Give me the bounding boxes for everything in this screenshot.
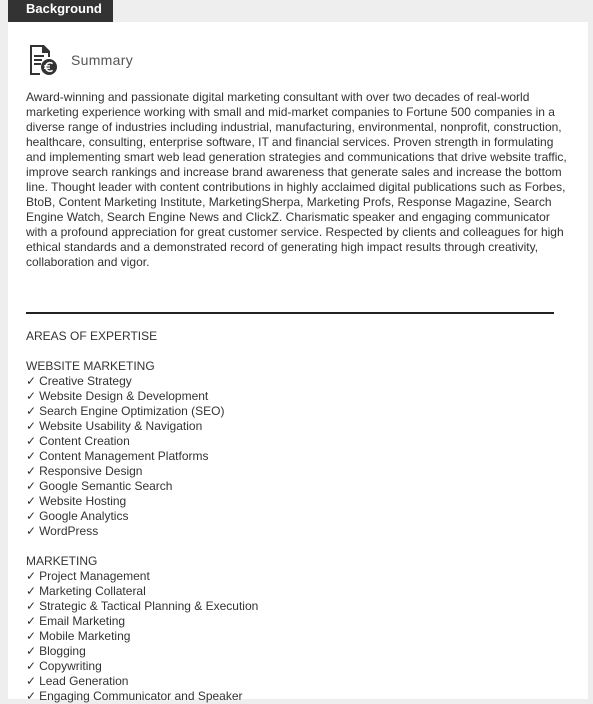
expertise-item [26,419,574,434]
expertise-item-label: Strategic & Tactical Planning & Execution [39,599,259,613]
checkmark-icon: ✓ [26,524,37,538]
summary-header [28,44,133,76]
expertise-item [26,434,574,449]
expertise-item [26,644,574,659]
tab-background[interactable]: Background [8,0,113,22]
background-card [8,22,588,703]
expertise-item [26,659,574,674]
expertise-item [26,389,574,404]
checkmark-icon: ✓ [26,494,37,508]
checkmark-icon: ✓ [26,449,37,463]
summary-text: Award-winning and passionate digital marketing consultant with over two decades of real-world marketing experience working with small and mid-market companies to Fortune 500 companies in a diverse range of industries including industrial, manufacturing, environmental, nonprofit, construction, healthcare, consulting, enterprise software, IT and financial services. Proven strength in formulating and implementing smart web lead generation strategies and communications that drive website traffic, improve search rankings and increase brand awareness that generate sales and increase the bottom line. Thought leader with content contributions in highly acclaimed digital publications such as Forbes, BtoB, Content Marketing Institute, MarketingSherpa, Marketing Profs, Response Magazine, Search Engine Watch, Search Engine News and ClickZ. Charismatic speaker and engaging communicator with a profound appreciation for great customer service. Respected by clients and colleagues for high ethical standards and a demonstrated record of generating high impact results through creativity, collaboration and vigor. [26,90,567,269]
checkmark-icon: ✓ [26,584,37,598]
expertise-item-label: Search Engine Optimization (SEO) [39,404,225,418]
checkmark-icon: ✓ [26,419,37,433]
expertise-item [26,689,574,704]
checkmark-icon: ✓ [26,629,37,643]
expertise-item [26,584,574,599]
expertise-item [26,509,574,524]
checkmark-icon: ✓ [26,569,37,583]
expertise-section-title: MARKETING [26,554,98,568]
expertise-item [26,524,574,539]
checkmark-icon: ✓ [26,509,37,523]
expertise-item [26,404,574,419]
checkmark-icon: ✓ [26,659,37,673]
expertise-item-label: Google Semantic Search [39,479,173,493]
checkmark-icon: ✓ [26,389,37,403]
expertise-item-label: Content Creation [39,434,130,448]
expertise-item-label: Lead Generation [39,674,129,688]
expertise-item-label: Responsive Design [39,464,143,478]
document-currency-icon [28,44,58,76]
expertise-item [26,449,574,464]
checkmark-icon: ✓ [26,674,37,688]
checkmark-icon: ✓ [26,689,37,703]
expertise-item-label: Blogging [39,644,86,658]
expertise-item [26,479,574,494]
checkmark-icon: ✓ [26,614,37,628]
expertise-item-label: Website Usability & Navigation [39,419,203,433]
checkmark-icon: ✓ [26,374,37,388]
expertise-item-label: Mobile Marketing [39,629,131,643]
checkmark-icon: ✓ [26,404,37,418]
expertise-item [26,569,574,584]
summary-title: Summary [71,52,133,68]
expertise-item-label: Website Hosting [39,494,127,508]
expertise-item-label: Project Management [39,569,150,583]
checkmark-icon: ✓ [26,644,37,658]
expertise-heading: AREAS OF EXPERTISE [26,329,158,343]
expertise-item-label: Copywriting [39,659,102,673]
expertise-item [26,374,574,389]
checkmark-icon: ✓ [26,479,37,493]
checkmark-icon: ✓ [26,464,37,478]
expertise-item-label: Creative Strategy [39,374,132,388]
checkmark-icon: ✓ [26,599,37,613]
expertise-item [26,614,574,629]
expertise-item-label: Google Analytics [39,509,129,523]
checkmark-icon: ✓ [26,434,37,448]
expertise-item [26,464,574,479]
expertise-item-label: WordPress [39,524,99,538]
expertise-item-label: Email Marketing [39,614,126,628]
expertise-item-label: Website Design & Development [39,389,209,403]
expertise-item-label: Engaging Communicator and Speaker [39,689,243,703]
expertise-item [26,494,574,509]
expertise-list [26,314,574,704]
expertise-item-label: Marketing Collateral [39,584,146,598]
expertise-item [26,599,574,614]
expertise-item [26,674,574,689]
expertise-section-title: WEBSITE MARKETING [26,359,155,373]
expertise-item [26,629,574,644]
expertise-item-label: Content Management Platforms [39,449,209,463]
